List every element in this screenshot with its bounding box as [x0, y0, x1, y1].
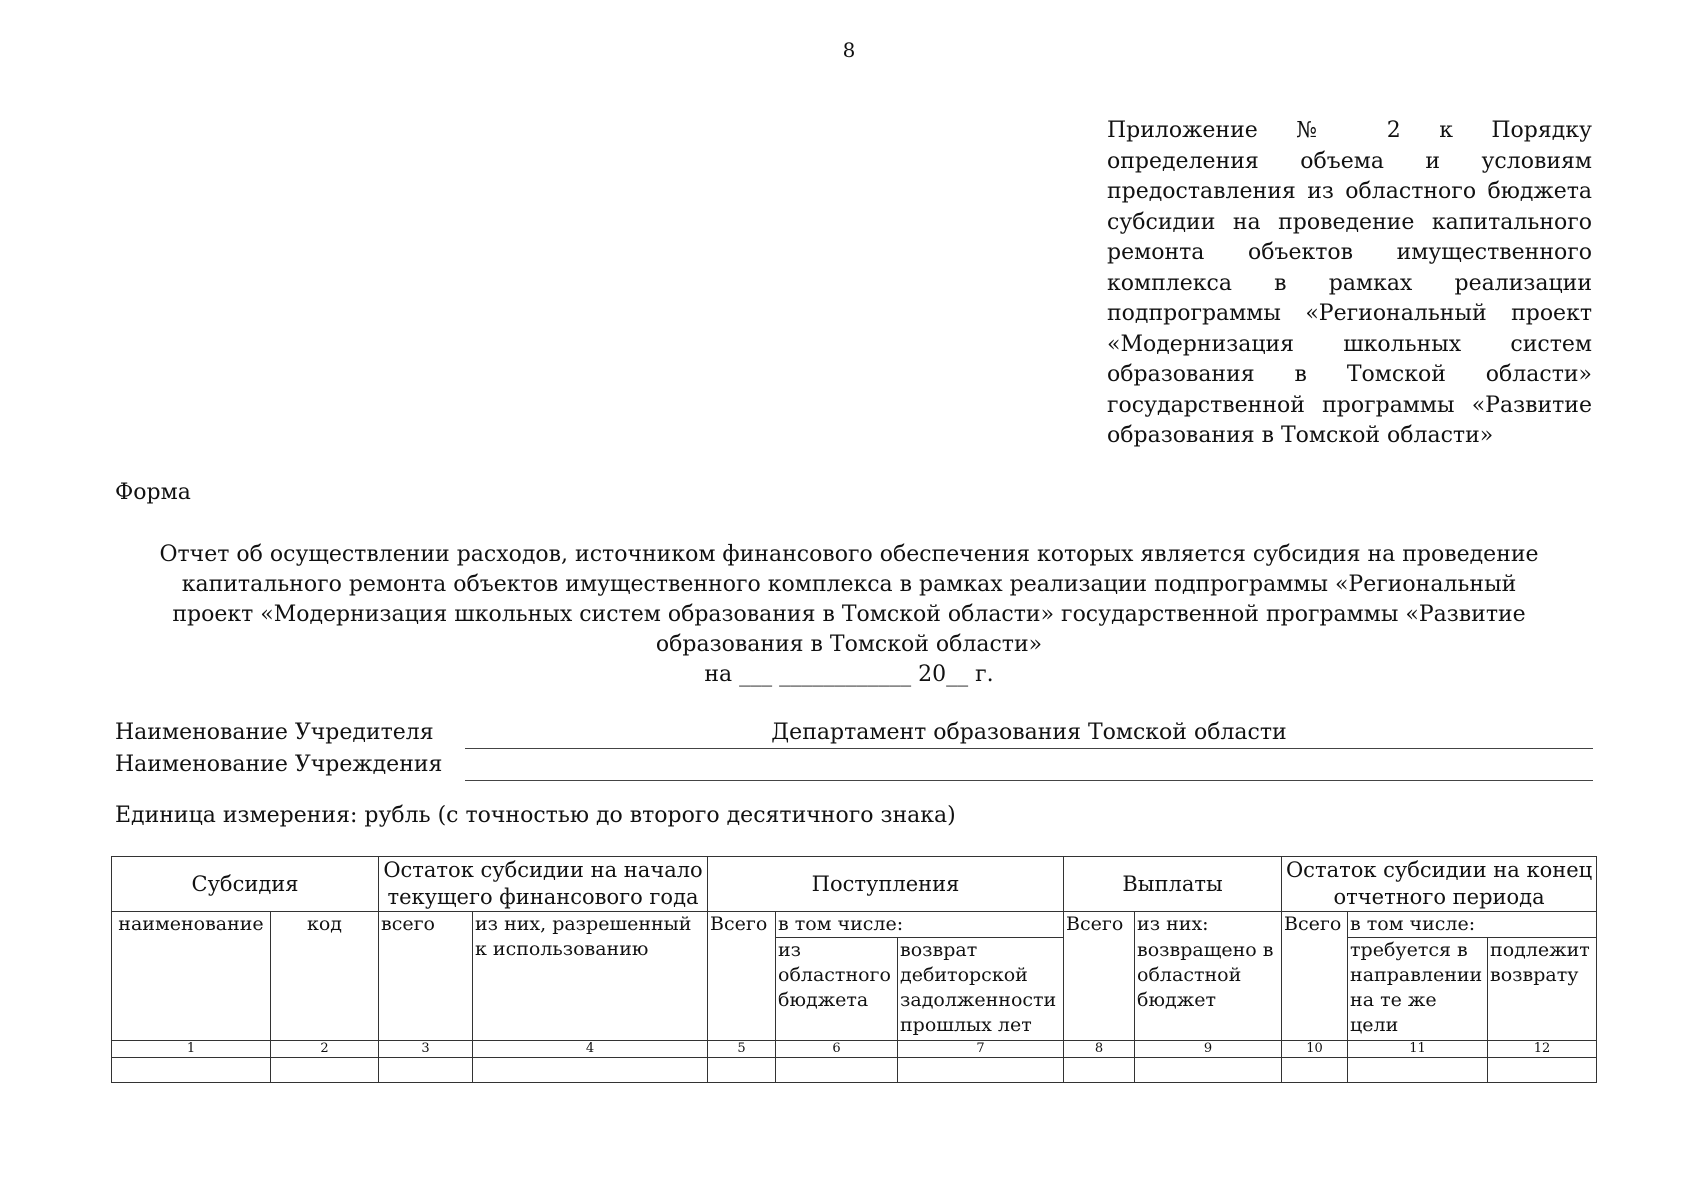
table-header-columns [112, 912, 1597, 938]
form-label: Форма [115, 480, 191, 505]
col-receipts-total: Всего [708, 912, 776, 1041]
column-number: 2 [271, 1041, 379, 1058]
table-header-groups [112, 857, 1597, 912]
col-payments-of-them: из них: [1135, 912, 1282, 938]
table-cell[interactable] [1282, 1058, 1348, 1083]
col-receipts-including: в том числе: [776, 912, 1064, 938]
table-cell[interactable] [708, 1058, 776, 1083]
header-payments: Выплаты [1064, 857, 1282, 912]
unit-of-measure: Единица измерения: рубль (с точностью до второго десятичного знака) [115, 803, 956, 828]
report-table [111, 856, 1597, 1083]
col-allowed-use: из них, разрешенный к использованию [473, 912, 708, 1041]
institution-field[interactable] [465, 752, 1593, 781]
founder-row [115, 720, 1593, 750]
table-cell[interactable] [776, 1058, 898, 1083]
table-row [112, 1058, 1597, 1083]
header-balance-start: Остаток субсидии на начало текущего финансового года [379, 857, 708, 912]
header-balance-end: Остаток субсидии на конец отчетного периода [1282, 857, 1597, 912]
col-payments-total: Всего [1064, 912, 1135, 1041]
institution-row [115, 752, 1593, 782]
table-column-numbers [112, 1041, 1597, 1058]
table-cell[interactable] [112, 1058, 271, 1083]
table-cell[interactable] [473, 1058, 708, 1083]
col-balance-end-including: в том числе: [1348, 912, 1597, 938]
founder-field[interactable]: Департамент образования Томской области [465, 720, 1593, 749]
header-receipts: Поступления [708, 857, 1064, 912]
table-cell[interactable] [898, 1058, 1064, 1083]
col-returned-to-budget: возвращено в областной бюджет [1135, 938, 1282, 1041]
table-cell[interactable] [271, 1058, 379, 1083]
column-number: 10 [1282, 1041, 1348, 1058]
table-cell[interactable] [1135, 1058, 1282, 1083]
col-name: наименование [112, 912, 271, 1041]
col-balance-start-total: всего [379, 912, 473, 1041]
page-number: 8 [842, 38, 856, 62]
header-subsidy: Субсидия [112, 857, 379, 912]
col-balance-end-total: Всего [1282, 912, 1348, 1041]
founder-label: Наименование Учредителя [115, 720, 434, 745]
column-number: 3 [379, 1041, 473, 1058]
col-return-receivables: возврат дебиторской задолженности прошлых лет [898, 938, 1064, 1041]
column-number: 11 [1348, 1041, 1488, 1058]
column-number: 4 [473, 1041, 708, 1058]
table-cell[interactable] [379, 1058, 473, 1083]
column-number: 7 [898, 1041, 1064, 1058]
column-number: 12 [1488, 1041, 1597, 1058]
table-cell[interactable] [1348, 1058, 1488, 1083]
col-code: код [271, 912, 379, 1041]
table-cell[interactable] [1488, 1058, 1597, 1083]
column-number: 6 [776, 1041, 898, 1058]
col-to-return: подлежит возврату [1488, 938, 1597, 1041]
appendix-note: Приложение № 2 к Порядку определения объема и условиям предоставления из областного бюджета субсидии на проведение капитального ремонта объектов имущественного комплекса в рамках реализации подпрограммы «Региональный проект «Модернизация школьных систем образования в Томской области» государственной программы «Развитие образования в Томской области» [1107, 118, 1592, 448]
column-number: 8 [1064, 1041, 1135, 1058]
report-date: на ___ ____________ 20__ г. [704, 662, 994, 687]
report-title: Отчет об осуществлении расходов, источником финансового обеспечения которых является субсидия на проведение капитального ремонта объектов имущественного комплекса в рамках реализации подпрограммы «Региональный проект «Модернизация школьных систем образования в Томской области» государственной программы «Развитие образования в Томской области» [159, 542, 1539, 657]
column-number: 1 [112, 1041, 271, 1058]
table-cell[interactable] [1064, 1058, 1135, 1083]
col-required-same-purpose: требуется в направлении на те же цели [1348, 938, 1488, 1041]
column-number: 9 [1135, 1041, 1282, 1058]
col-from-regional-budget: из областного бюджета [776, 938, 898, 1041]
column-number: 5 [708, 1041, 776, 1058]
institution-label: Наименование Учреждения [115, 752, 443, 777]
